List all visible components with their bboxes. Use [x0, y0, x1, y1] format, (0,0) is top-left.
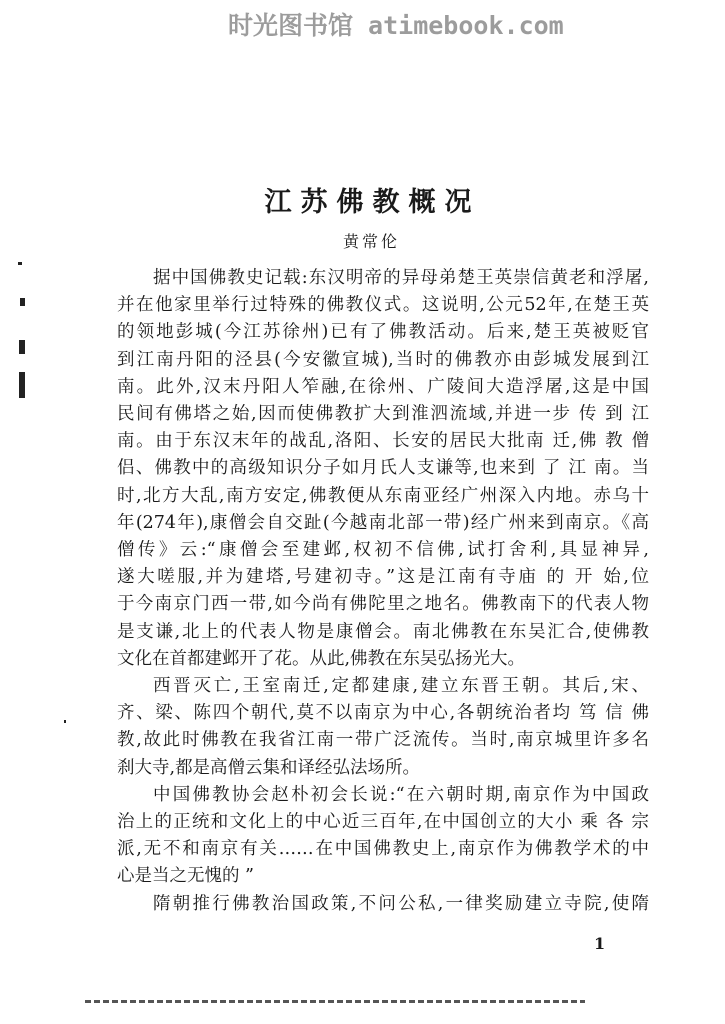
page-number: 1: [594, 934, 606, 953]
scan-speck: [20, 298, 25, 306]
scan-speck: [19, 372, 25, 398]
text-line: 教,故此时佛教在我省江南一带广泛流传。当时,南京城里许多名: [117, 730, 649, 751]
text-line: 心是当之无愧的 ”: [117, 866, 255, 887]
article-title: 江苏佛教概况: [264, 187, 481, 218]
text-line: 刹大寺,都是高僧云集和译经弘法场所。: [117, 757, 421, 778]
text-line: 到江南丹阳的泾县(今安徽宣城),当时的佛教亦由彭城发展到江: [117, 349, 649, 370]
text-line: 文化在首都建邺开了花。从此,佛教在东吴弘扬光大。: [117, 648, 526, 669]
article-author: 黄常伦: [342, 232, 400, 251]
text-line: 并在他家里举行过特殊的佛教仪式。这说明,公元52年,在楚王英: [117, 295, 649, 316]
text-line: 据中国佛教史记载:东汉明帝的异母弟楚王英崇信黄老和浮屠,: [153, 268, 649, 288]
watermark: 时光图书馆 atimebook.com: [228, 11, 564, 40]
text-line: 侣、佛教中的高级知识分子如月氏人支谦等,也来到 了 江 南。当: [117, 458, 649, 479]
text-line: 民间有佛塔之始,因而使佛教扩大到淮泗流域,并进一步 传 到 江: [117, 404, 649, 424]
text-line: 僧传》云:“康僧会至建邺,权初不信佛,试打舍利,具显神异,: [117, 540, 649, 560]
text-line: 派,无不和南京有关……在中国佛教史上,南京作为佛教学术的中: [117, 839, 649, 860]
text-line: 中国佛教协会赵朴初会长说:“在六朝时期,南京作为中国政: [153, 784, 649, 805]
scan-speck: [64, 720, 66, 723]
scan-speck: [19, 340, 25, 354]
text-line: 时,北方大乱,南方安定,佛教便从东南亚经广州深入内地。赤乌十: [117, 485, 649, 506]
scan-speck: [18, 262, 22, 265]
text-line: 遂大嗟服,并为建塔,号建初寺。”这是江南有寺庙 的 开 始,位: [117, 567, 649, 588]
text-line: 齐、梁、陈四个朝代,莫不以南京为中心,各朝统治者均 笃 信 佛: [117, 703, 649, 724]
text-line: 的领地彭城(今江苏徐州)已有了佛教活动。后来,楚王英被贬官: [117, 322, 649, 343]
text-line: 于今南京门西一带,如今尚有佛陀里之地名。佛教南下的代表人物: [117, 594, 649, 615]
text-line: 南。此外,汉末丹阳人笮融,在徐州、广陵间大造浮屠,这是中国: [117, 376, 649, 397]
text-line: 是支谦,北上的代表人物是康僧会。南北佛教在东吴汇合,使佛教: [117, 621, 649, 642]
text-line: 治上的正统和文化上的中心近三百年,在中国创立的大小 乘 各 宗: [117, 812, 649, 832]
text-line: 年(274年),康僧会自交趾(今越南北部一带)经广州来到南京。《高: [117, 512, 649, 533]
text-line: 南。由于东汉末年的战乱,洛阳、长安的居民大批南 迁,佛 教 僧: [117, 431, 649, 452]
scan-edge: [85, 1000, 585, 1003]
text-line: 隋朝推行佛教治国政策,不问公私,一律奖励建立寺院,使隋: [153, 893, 649, 914]
text-line: 西晋灭亡,王室南迁,定都建康,建立东晋王朝。其后,宋、: [153, 676, 649, 696]
